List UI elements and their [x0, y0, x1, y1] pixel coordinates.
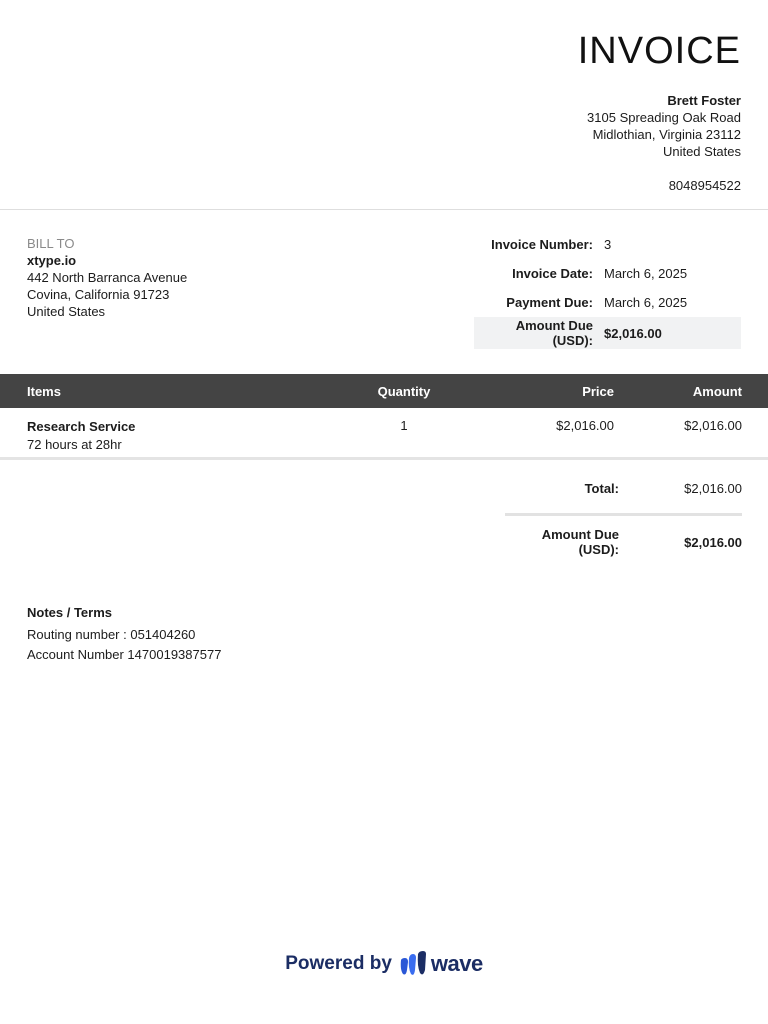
total-row [505, 478, 742, 498]
item-description: 72 hours at 28hr [27, 437, 122, 452]
seller-country: United States [662, 144, 741, 159]
bill-to-name: xtype.io [27, 253, 77, 268]
seller-name: Brett Foster [667, 93, 741, 108]
table-row [0, 408, 768, 460]
header-items: Items [27, 384, 61, 399]
invoice-header [0, 0, 768, 210]
payment-due-label: Payment Due: [506, 295, 593, 310]
bill-to-label: BILL TO [27, 236, 75, 251]
invoice-date-label: Invoice Date: [512, 266, 593, 281]
seller-address-line1: 3105 Spreading Oak Road [587, 110, 741, 125]
invoice-number-label: Invoice Number: [491, 237, 593, 252]
item-name: Research Service [27, 419, 136, 434]
invoice-number-row [474, 230, 741, 259]
items-table-header [0, 374, 768, 408]
totals-amount-due-label: Amount Due (USD): [541, 527, 619, 557]
invoice-number-value: 3 [604, 237, 612, 252]
invoice-title: INVOICE [577, 30, 741, 72]
item-description-cell [27, 418, 135, 454]
powered-by-footer[interactable] [0, 946, 768, 982]
wave-brand-text: wave [430, 951, 483, 976]
invoice-meta [474, 230, 741, 349]
bill-to-country: United States [27, 304, 106, 319]
seller-address-line2: Midlothian, Virginia 23112 [592, 127, 741, 142]
payment-due-value: March 6, 2025 [604, 295, 688, 310]
bill-to-address-line2: Covina, California 91723 [27, 287, 170, 302]
totals-amount-due-row [505, 527, 742, 557]
payment-due-row [474, 288, 741, 317]
bill-to-address-line1: 442 North Barranca Avenue [27, 270, 188, 285]
total-label: Total: [584, 480, 619, 496]
wave-logo[interactable] [398, 950, 483, 978]
notes-account-number: Account Number 1470019387577 [27, 647, 222, 662]
amount-due-row [474, 317, 741, 349]
header-quantity: Quantity [377, 384, 431, 399]
header-price: Price [582, 384, 614, 399]
powered-by-text: Powered by [285, 953, 392, 974]
notes-block [27, 603, 221, 665]
notes-routing-number: Routing number : 051404260 [27, 627, 196, 642]
seller-phone: 8048954522 [668, 178, 741, 193]
total-value: $2,016.00 [684, 480, 742, 496]
invoice-date-row [474, 259, 741, 288]
wave-logo-icon [398, 950, 428, 978]
totals-amount-due-value: $2,016.00 [684, 534, 742, 550]
totals-block [505, 478, 742, 557]
item-quantity: 1 [400, 418, 408, 433]
notes-title: Notes / Terms [27, 605, 113, 620]
invoice-date-value: March 6, 2025 [604, 266, 688, 281]
totals-divider [505, 513, 742, 516]
amount-due-label: Amount Due (USD): [515, 318, 593, 348]
seller-block [587, 92, 741, 194]
item-price: $2,016.00 [556, 418, 614, 433]
bill-to-block [27, 235, 187, 320]
amount-due-value: $2,016.00 [604, 325, 662, 341]
header-amount: Amount [692, 384, 742, 399]
item-amount: $2,016.00 [684, 418, 742, 433]
